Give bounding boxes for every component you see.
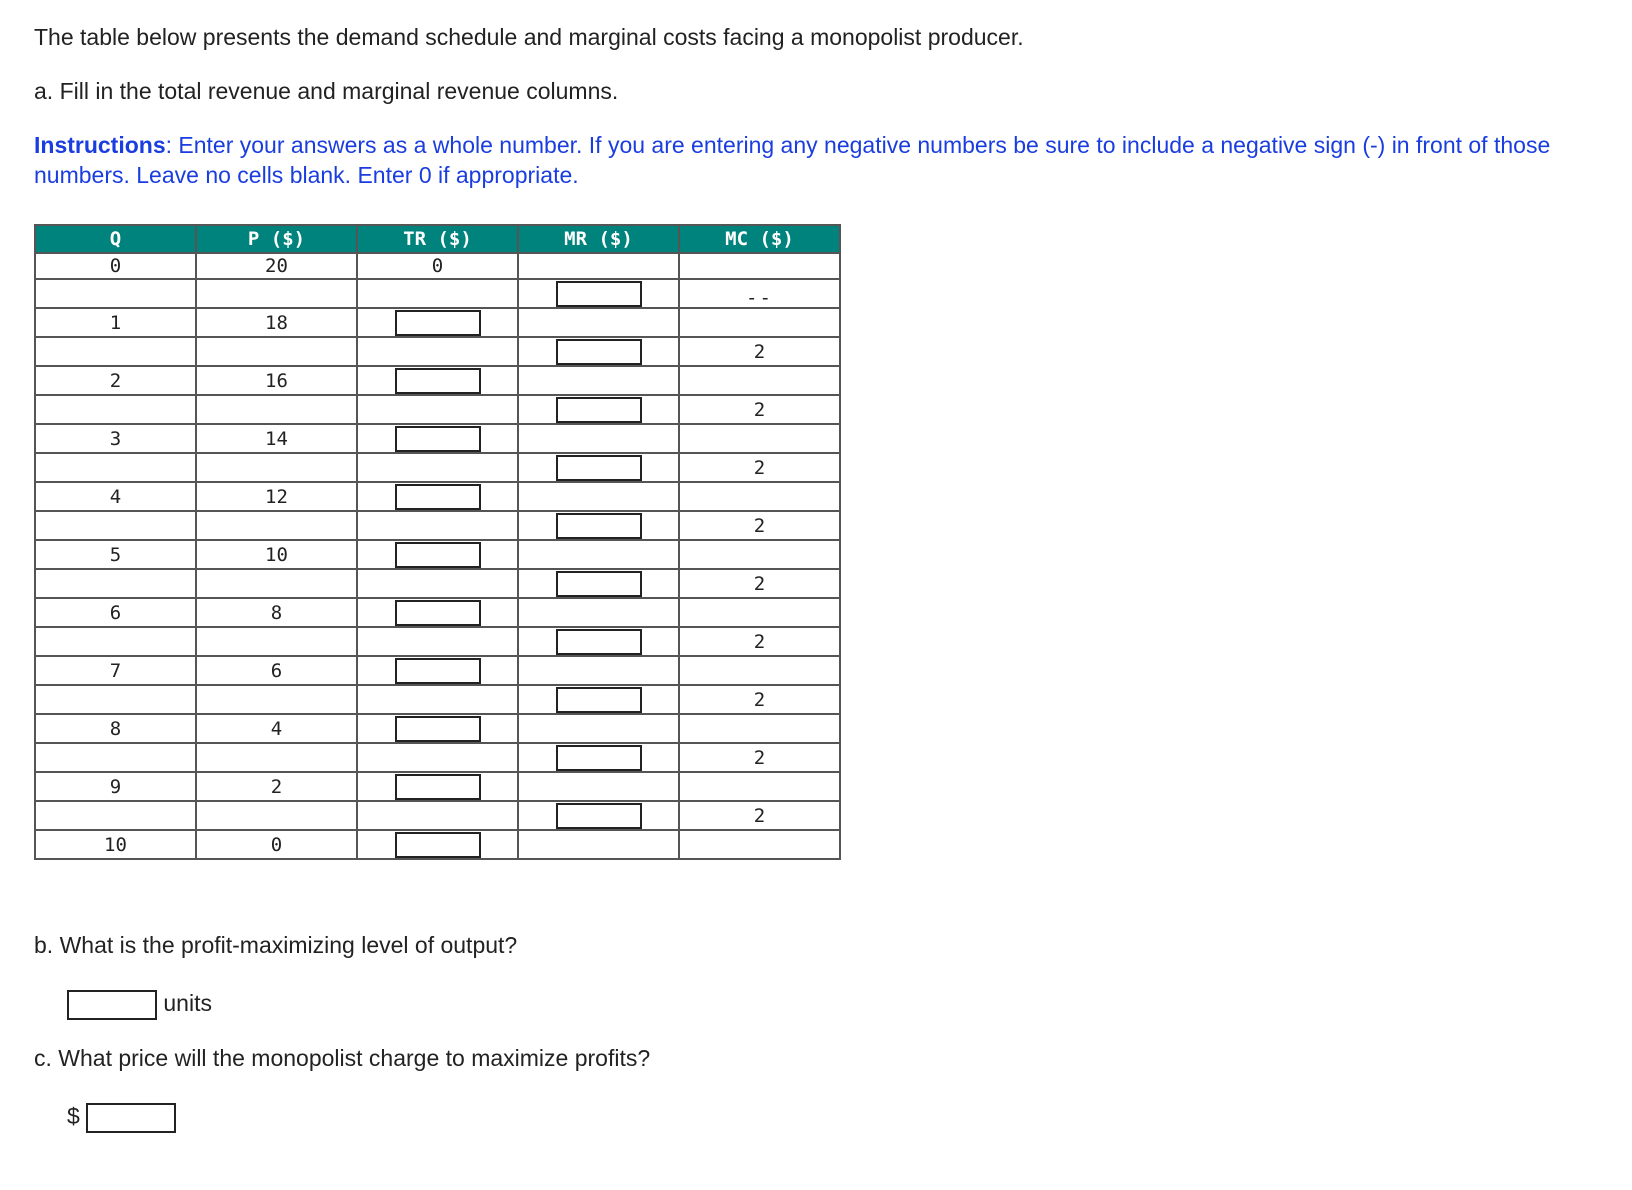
p-cell: 14 [196,424,357,453]
q-cell: 4 [35,482,196,511]
mr-input[interactable] [556,571,642,597]
p-cell: 8 [196,598,357,627]
p-cell: 20 [196,253,357,279]
tr-input[interactable] [395,716,481,742]
table-row [35,482,840,511]
q-cell: 0 [35,253,196,279]
part-b-answer-row [67,988,212,1020]
table-row [35,511,840,540]
p-cell [196,685,357,714]
tr-input[interactable] [395,542,481,568]
p-cell: 6 [196,656,357,685]
tr-cell [357,424,518,453]
q-cell: 2 [35,366,196,395]
mr-cell [518,772,679,801]
output-answer-input[interactable] [67,990,157,1020]
tr-input[interactable] [395,832,481,858]
mc-cell [679,743,840,772]
p-cell: 18 [196,308,357,337]
p-cell [196,627,357,656]
mc-cell [679,627,840,656]
header-q: Q [35,225,196,253]
tr-input[interactable] [395,600,481,626]
table-row [35,830,840,859]
mc-value: 2 [753,688,766,711]
mc-value: 2 [753,746,766,769]
table-row [35,424,840,453]
mc-cell [679,801,840,830]
part-c-question: c. What price will the monopolist charge to maximize profits? [34,1045,651,1071]
q-cell [35,453,196,482]
intro-text: The table below presents the demand schedule and marginal costs facing a monopolist producer. [34,24,1024,50]
table-row [35,279,840,308]
mr-cell [518,308,679,337]
q-cell [35,685,196,714]
mr-cell [518,801,679,830]
mc-cell [679,772,840,801]
mc-cell [679,598,840,627]
part-c-answer-row [67,1101,176,1133]
mc-cell [679,482,840,511]
tr-cell [357,453,518,482]
table-row [35,627,840,656]
mc-cell [679,453,840,482]
p-cell [196,453,357,482]
tr-cell [357,511,518,540]
tr-cell [357,337,518,366]
tr-cell [357,395,518,424]
tr-cell [357,656,518,685]
mc-cell [679,337,840,366]
table-row [35,540,840,569]
tr-cell [357,598,518,627]
tr-input[interactable] [395,310,481,336]
mr-cell [518,830,679,859]
mc-cell [679,714,840,743]
q-cell [35,511,196,540]
mc-cell [679,569,840,598]
mc-cell [679,308,840,337]
p-cell [196,569,357,598]
header-tr: TR ($) [357,225,518,253]
p-cell [196,801,357,830]
mc-cell [679,511,840,540]
q-cell [35,279,196,308]
p-cell [196,743,357,772]
price-answer-input[interactable] [86,1103,176,1133]
part-b-question: b. What is the profit-maximizing level of output? [34,932,518,958]
tr-cell [357,743,518,772]
table-row [35,656,840,685]
tr-cell [357,714,518,743]
table-row [35,395,840,424]
mr-cell [518,685,679,714]
header-mr: MR ($) [518,225,679,253]
p-cell: 2 [196,772,357,801]
tr-input[interactable] [395,774,481,800]
tr-cell [357,685,518,714]
mr-cell [518,627,679,656]
mr-cell [518,337,679,366]
mr-cell [518,366,679,395]
mr-input[interactable] [556,687,642,713]
table-row [35,685,840,714]
q-cell [35,801,196,830]
p-cell [196,395,357,424]
mr-cell [518,395,679,424]
mc-value: 2 [753,630,766,653]
tr-cell [357,627,518,656]
p-cell: 10 [196,540,357,569]
mc-cell [679,830,840,859]
table-row [35,253,840,279]
tr-cell [357,569,518,598]
table-row [35,569,840,598]
tr-input[interactable] [395,484,481,510]
header-mc: MC ($) [679,225,840,253]
mc-cell [679,685,840,714]
q-cell: 5 [35,540,196,569]
mr-cell [518,253,679,279]
q-cell: 8 [35,714,196,743]
q-cell [35,627,196,656]
tr-cell [357,366,518,395]
p-cell [196,279,357,308]
mr-input[interactable] [556,745,642,771]
table-row [35,772,840,801]
table-row [35,598,840,627]
mc-cell [679,253,840,279]
mr-input[interactable] [556,513,642,539]
mc-value: -- [746,286,773,309]
mr-cell [518,279,679,308]
table-row [35,337,840,366]
part-a-question: a. Fill in the total revenue and marginal revenue columns. [34,78,619,104]
tr-cell [357,801,518,830]
q-cell [35,395,196,424]
p-cell: 16 [196,366,357,395]
mr-cell [518,424,679,453]
tr-cell [357,772,518,801]
mc-value: 2 [753,340,766,363]
mr-cell [518,511,679,540]
q-cell: 7 [35,656,196,685]
mr-cell [518,714,679,743]
mr-cell [518,656,679,685]
tr-cell [357,540,518,569]
tr-input[interactable] [395,658,481,684]
table-row [35,743,840,772]
mr-input[interactable] [556,281,642,307]
mr-input[interactable] [556,455,642,481]
mr-cell [518,482,679,511]
tr-cell [357,482,518,511]
table-row [35,801,840,830]
mc-value: 2 [753,804,766,827]
table-row [35,453,840,482]
table-body [35,253,840,859]
mc-cell [679,279,840,308]
q-cell: 6 [35,598,196,627]
q-cell [35,569,196,598]
q-cell: 10 [35,830,196,859]
table-row [35,714,840,743]
tr-cell: 0 [357,253,518,279]
p-cell: 4 [196,714,357,743]
tr-input[interactable] [395,368,481,394]
mc-value: 2 [753,514,766,537]
mr-input[interactable] [556,339,642,365]
p-cell [196,511,357,540]
mc-value: 2 [753,572,766,595]
mc-value: 2 [753,456,766,479]
demand-schedule-table [34,224,841,860]
p-cell [196,337,357,366]
mr-cell [518,453,679,482]
tr-cell [357,279,518,308]
mc-cell [679,656,840,685]
q-cell [35,337,196,366]
q-cell [35,743,196,772]
table-row [35,366,840,395]
tr-cell [357,830,518,859]
p-cell: 12 [196,482,357,511]
mr-cell [518,569,679,598]
q-cell: 1 [35,308,196,337]
header-p: P ($) [196,225,357,253]
mc-cell [679,395,840,424]
q-cell: 9 [35,772,196,801]
tr-input[interactable] [395,426,481,452]
units-label: units [163,990,212,1016]
table-header-row [35,225,840,253]
mc-value: 2 [753,398,766,421]
table-row [35,308,840,337]
p-cell: 0 [196,830,357,859]
mr-cell [518,540,679,569]
instructions-label: Instructions [34,132,166,158]
mc-cell [679,424,840,453]
mr-input[interactable] [556,397,642,423]
mr-cell [518,743,679,772]
instructions [34,130,1574,190]
mr-input[interactable] [556,803,642,829]
mr-input[interactable] [556,629,642,655]
tr-cell [357,308,518,337]
instructions-text: : Enter your answers as a whole number. If you are entering any negative numbers be sure to include a negative sign (-) in front of those numbers. Leave no cells blank. Enter 0 if appropriate. [34,132,1551,188]
mc-cell [679,366,840,395]
mr-cell [518,598,679,627]
q-cell: 3 [35,424,196,453]
mc-cell [679,540,840,569]
dollar-sign: $ [67,1103,80,1129]
